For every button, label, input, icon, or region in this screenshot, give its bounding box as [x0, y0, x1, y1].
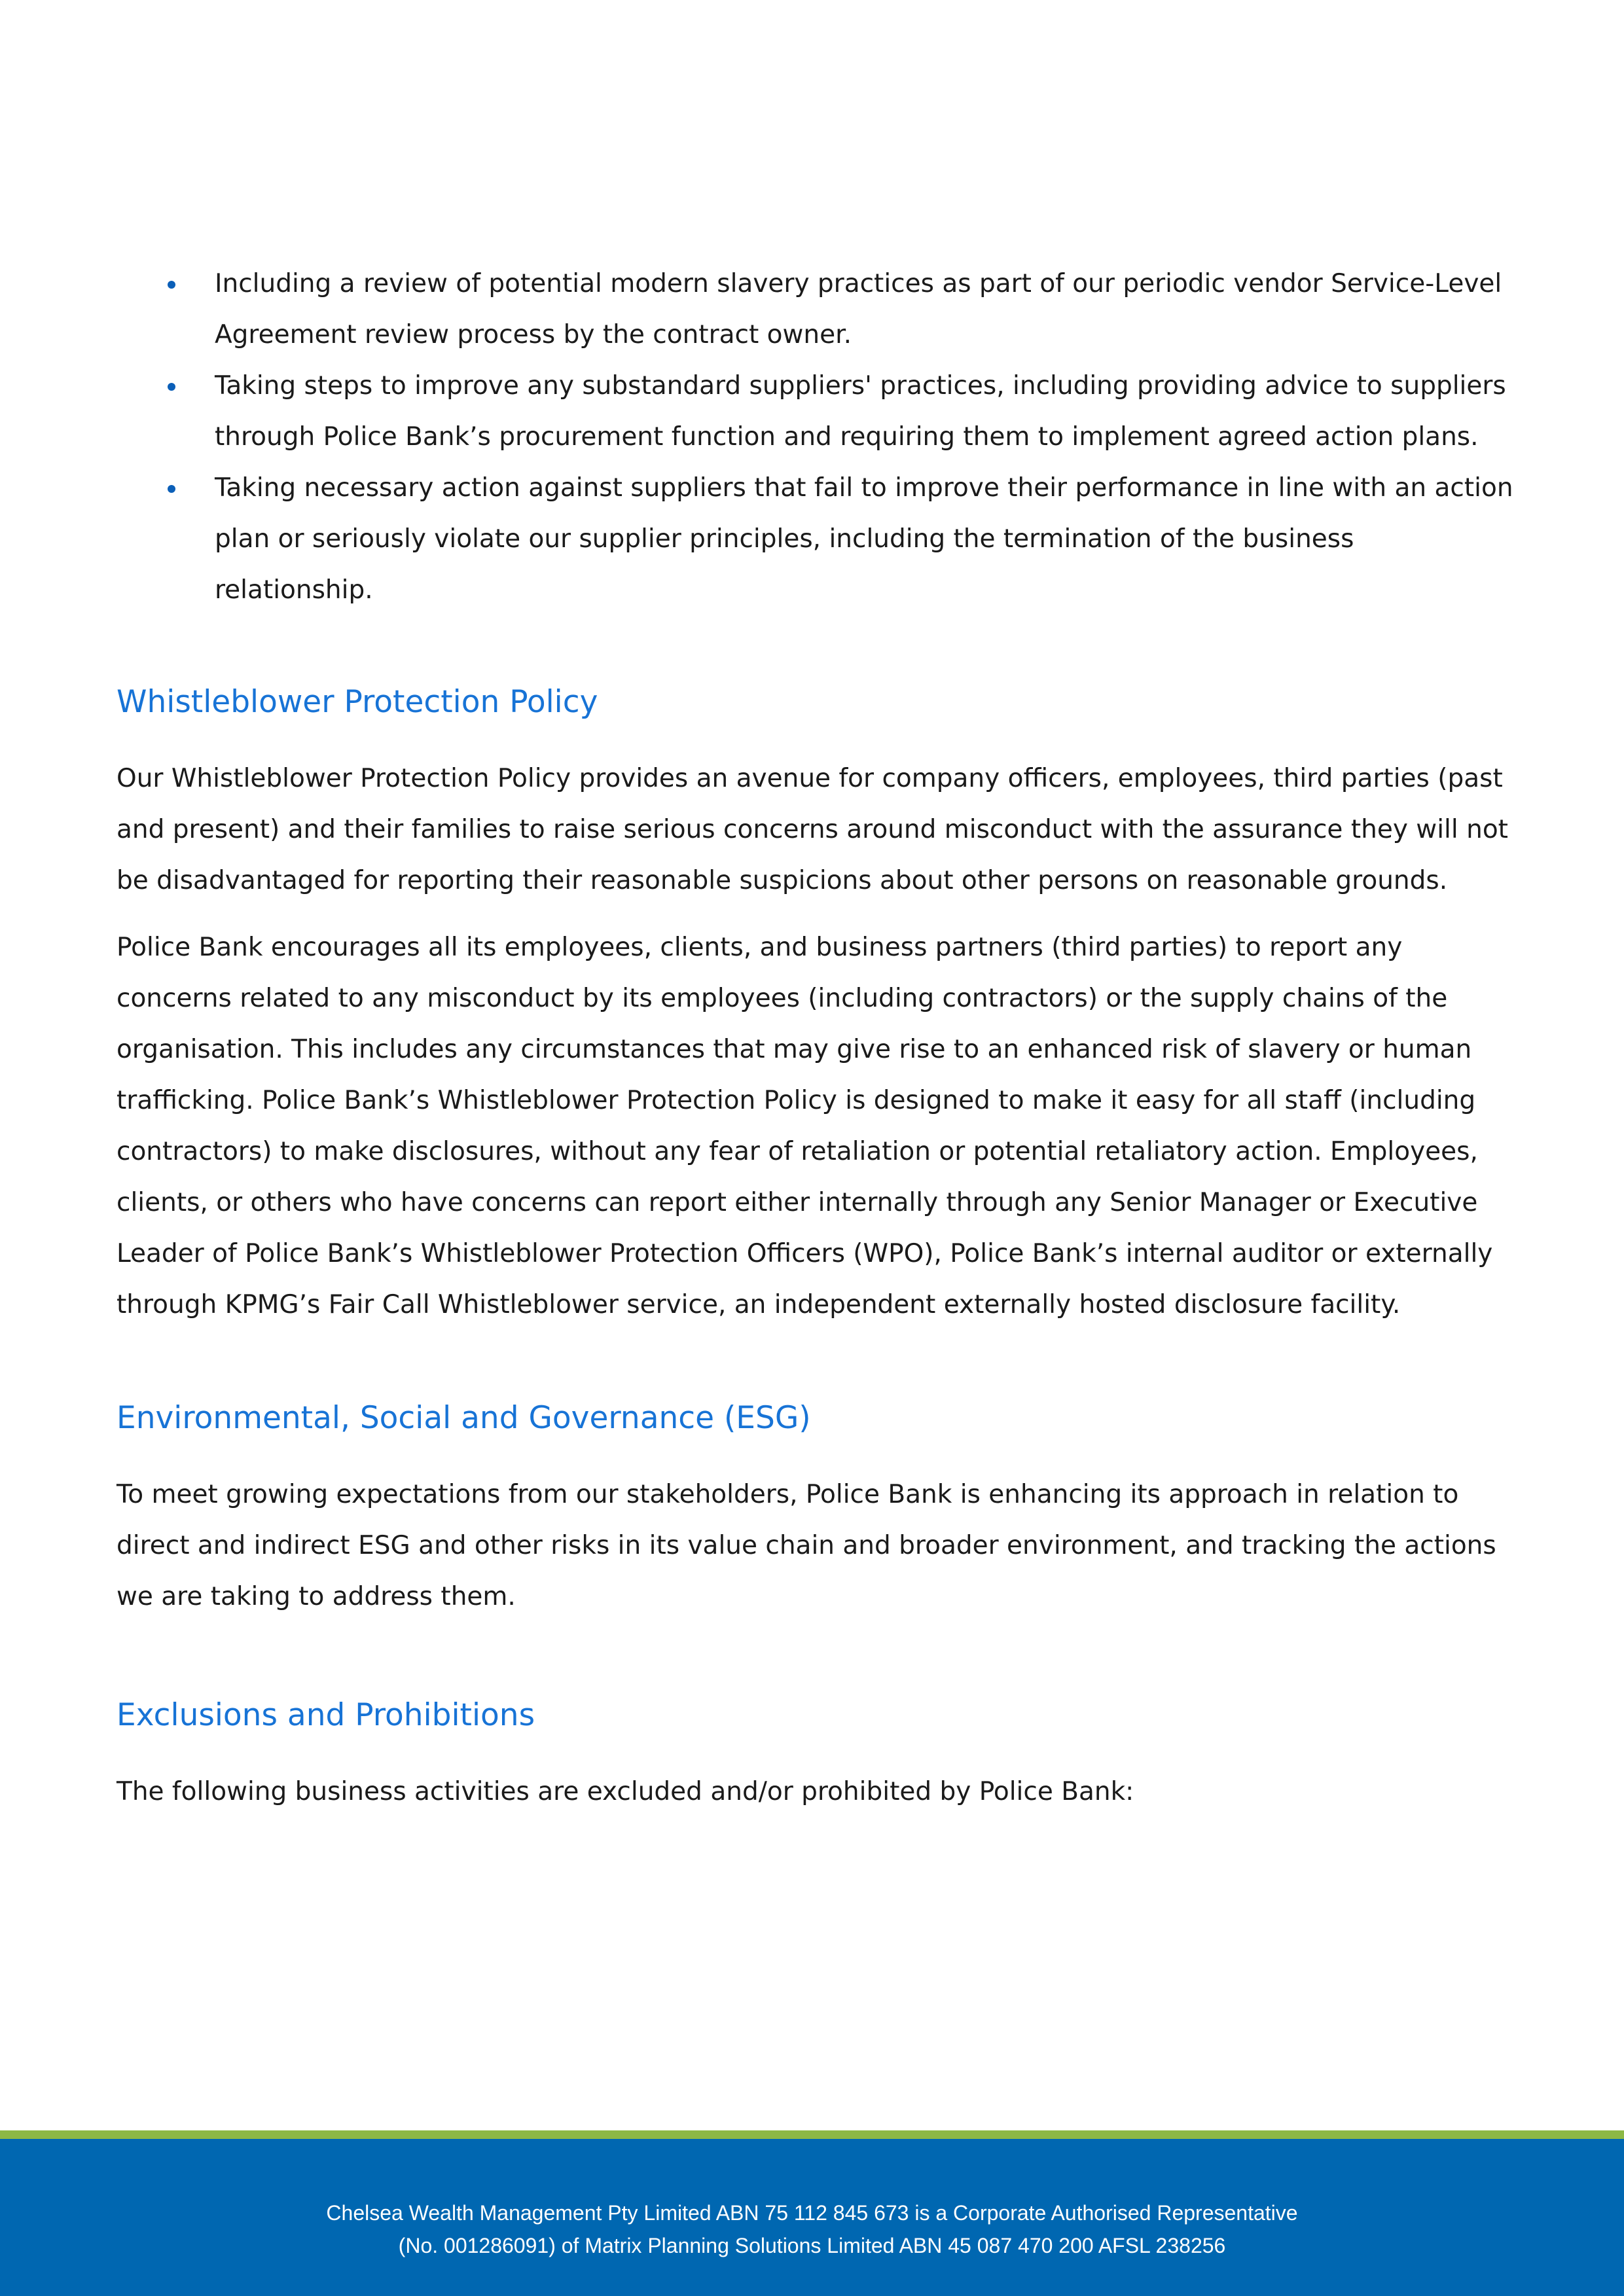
whistleblower-paragraph-2: Police Bank encourages all its employees, clients, and business partners (third parties) to report any concerns related to any misconduct by its employees (including contractors) or the supply chains of the organisation. This includes any circumstances that may give rise to an enhanced risk of slavery or human trafficking. Police Bank’s Whistleblower Protection Policy is designed to make it easy for all staff (including contractors) to make disclosures, without any fear of retaliation or potential retaliatory action. Employees, clients, or others who have concerns can report either internally through any Senior Manager or Executive Leader of Police Bank’s Whistleblower Protection Officers (WPO), Police Bank’s internal auditor or externally through KPMG’s Fair Call Whistleblower service, an independent externally hosted disclosure facility.: [117, 933, 1493, 1319]
footer-accent-line: [0, 2130, 1624, 2139]
whistleblower-heading: Whistleblower Protection Policy: [117, 684, 598, 720]
list-item-text: Including a review of potential modern slavery practices as part of our periodic vendor Service-Level Agreement review process by the contract owner.: [215, 269, 1502, 350]
list-item: [117, 361, 1517, 463]
esg-heading: Environmental, Social and Governance (ESG): [117, 1400, 811, 1436]
document-body: [117, 259, 1517, 1818]
footer-disclaimer-line-2: (No. 001286091) of Matrix Planning Solutions Limited ABN 45 087 470 200 AFSL 238256: [398, 2234, 1226, 2257]
list-item: [117, 463, 1517, 616]
bullet-dot-icon: [168, 281, 175, 289]
whistleblower-paragraph-1: Our Whistleblower Protection Policy provides an avenue for company officers, employees, third parties (past and present) and their families to raise serious concerns around misconduct with the assurance they will not be disadvantaged for reporting their reasonable suspicions about other persons on reasonable grounds.: [117, 764, 1508, 895]
page-footer: [0, 2139, 1624, 2296]
list-item-text: Taking steps to improve any substandard suppliers' practices, including providing advice to suppliers through Police Bank’s procurement function and requiring them to implement agreed action plans.: [215, 371, 1506, 452]
list-item: [117, 259, 1517, 361]
action-bullet-list: [117, 259, 1517, 616]
exclusions-section: [117, 1696, 1517, 1818]
exclusions-paragraph: The following business activities are excluded and/or prohibited by Police Bank:: [117, 1777, 1134, 1806]
footer-disclaimer-line-1: Chelsea Wealth Management Pty Limited ABN 75 112 845 673 is a Corporate Authorised Representative: [326, 2201, 1298, 2225]
esg-section: [117, 1399, 1517, 1623]
exclusions-heading: Exclusions and Prohibitions: [117, 1697, 535, 1733]
bullet-dot-icon: [168, 485, 175, 493]
bullet-dot-icon: [168, 383, 175, 391]
list-item-text: Taking necessary action against suppliers that fail to improve their performance in line with an action plan or seriously violate our supplier principles, including the termination of the business relationship.: [215, 473, 1513, 605]
whistleblower-section: [117, 683, 1517, 1331]
esg-paragraph: To meet growing expectations from our stakeholders, Police Bank is enhancing its approach in relation to direct and indirect ESG and other risks in its value chain and broader environment, and tracking the actions we are taking to address them.: [117, 1480, 1496, 1611]
